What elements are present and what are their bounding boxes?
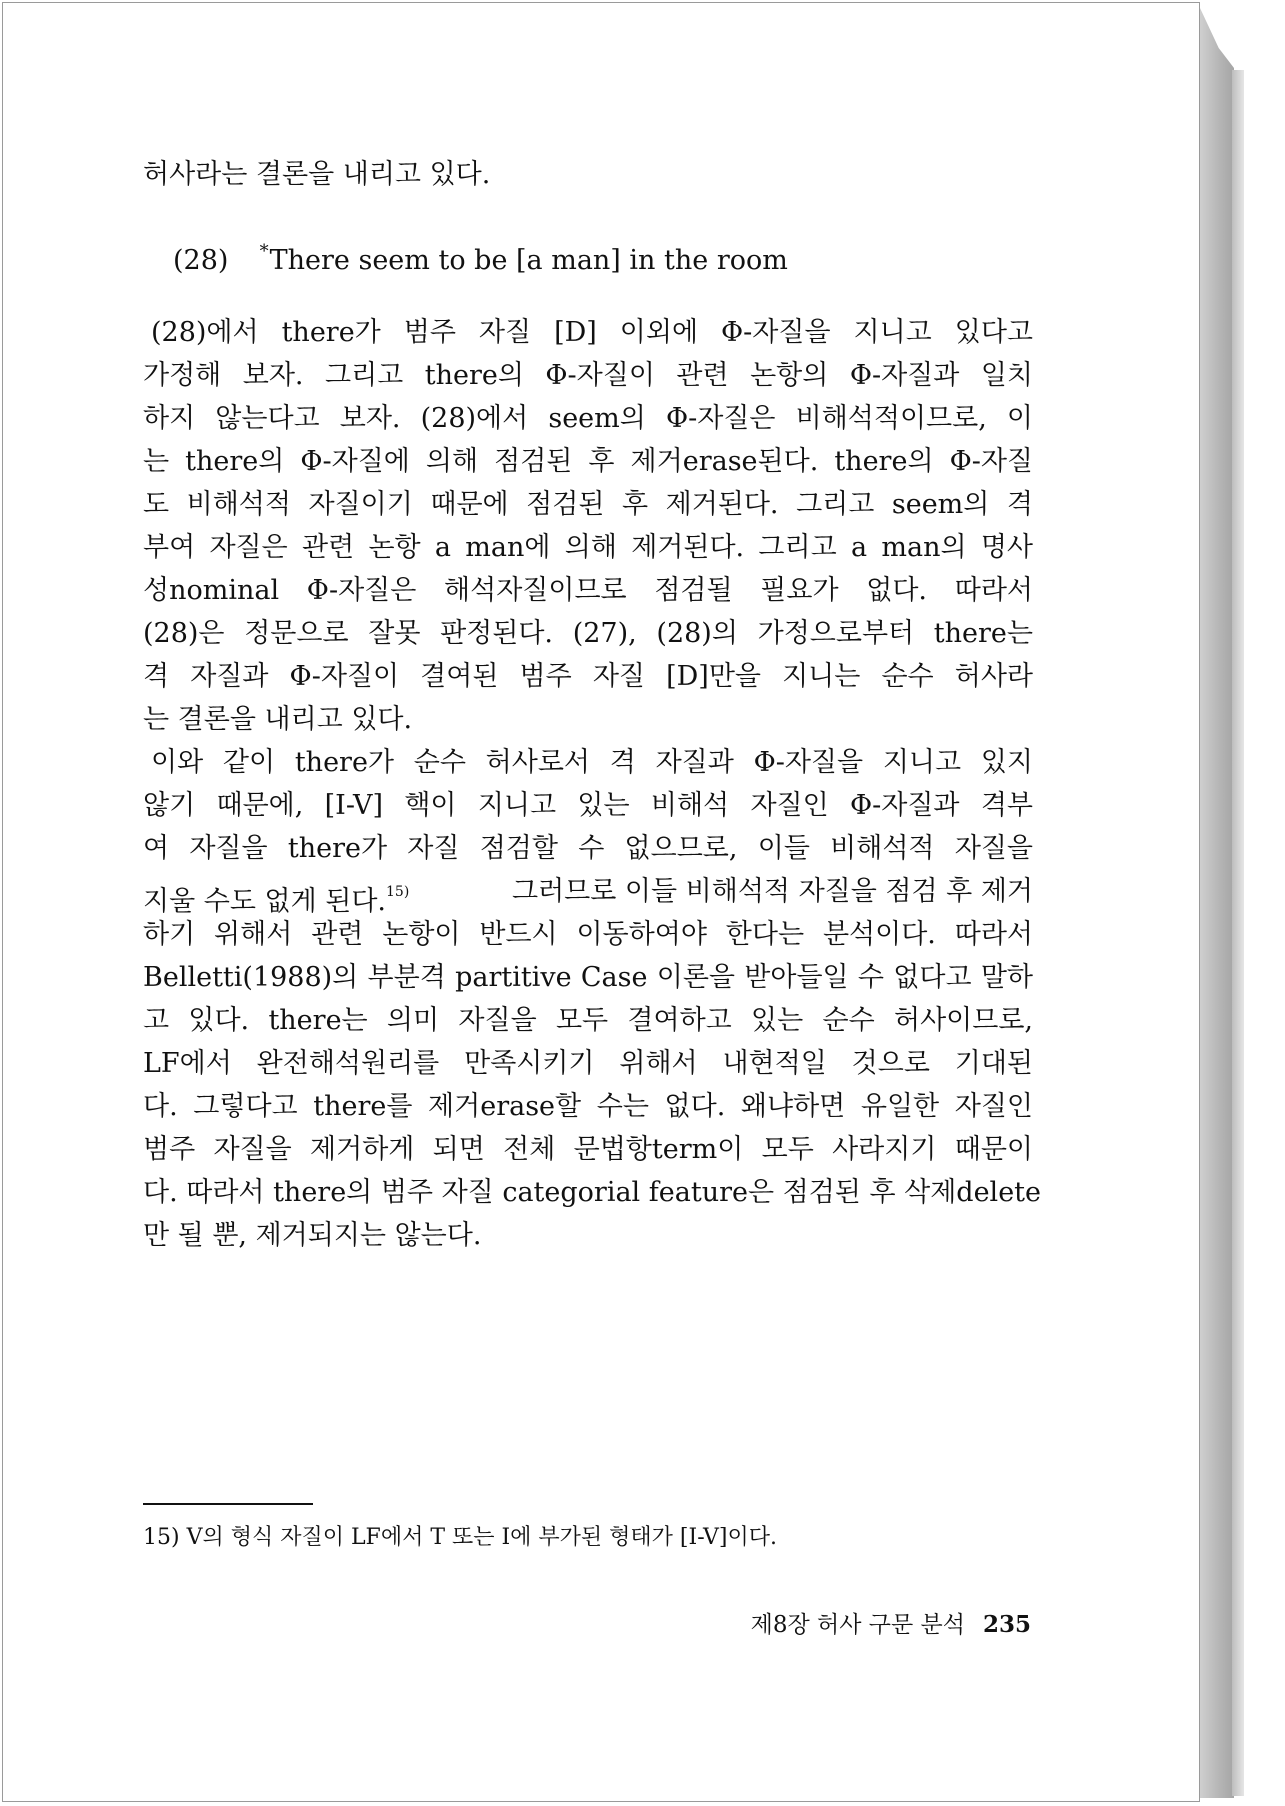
paragraph-line: Belletti(1988)의 부분격 partitive Case 이론을 받아들일 수 없다고 말하 [143, 962, 1033, 993]
paragraph-line: 가정해 보자. 그리고 there의 Φ-자질이 관련 논항의 Φ-자질과 일치 [143, 360, 1033, 391]
running-footer [751, 1607, 1031, 1643]
footnote-reference[interactable]: 15) [386, 884, 410, 900]
paragraph-line: 하지 않는다고 보자. (28)에서 seem의 Φ-자질은 비해석적이므로, 이 [143, 403, 1033, 434]
paragraph-line: (28)에서 there가 범주 자질 [D] 이외에 Φ-자질을 지니고 있다고 [151, 317, 1033, 348]
example-sentence: There seem to be [a man] in the room [269, 245, 788, 276]
paragraph-line: 않기 때문에, [I-V] 핵이 지니고 있는 비해석 자질인 Φ-자질과 격부 [143, 790, 1033, 821]
page-stack-shadow [1232, 70, 1244, 1796]
paragraph-text: 지울 수도 없게 된다. [143, 886, 386, 917]
page-number: 235 [982, 1611, 1031, 1638]
paragraph-line: 이와 같이 there가 순수 허사로서 격 자질과 Φ-자질을 지니고 있지 [151, 747, 1033, 778]
example-number: (28) [173, 245, 229, 276]
paragraph-line: 도 비해석적 자질이기 때문에 점검된 후 제거된다. 그리고 seem의 격 [143, 489, 1033, 520]
paragraph-line: 는 결론을 내리고 있다. [143, 704, 413, 735]
paragraph-text: 그러므로 이들 비해석적 자질을 점검 후 제거 [512, 876, 1033, 907]
paragraph-line: (28)은 정문으로 잘못 판정된다. (27), (28)의 가정으로부터 there는 [143, 618, 1033, 649]
paragraph-line: 고 있다. there는 의미 자질을 모두 결여하고 있는 순수 허사이므로, [143, 1005, 1033, 1036]
paragraph-line: 격 자질과 Φ-자질이 결여된 범주 자질 [D]만을 지니는 순수 허사라 [143, 661, 1033, 692]
paragraph-line: 여 자질을 there가 자질 점검할 수 없으므로, 이들 비해석적 자질을 [143, 833, 1033, 864]
footnote-divider [143, 1503, 313, 1505]
ungrammatical-star: * [259, 241, 269, 262]
paragraph-line: 성nominal Φ-자질은 해석자질이므로 점검될 필요가 없다. 따라서 [143, 575, 1033, 606]
paragraph-line: 다. 그렇다고 there를 제거erase할 수는 없다. 왜냐하면 유일한 자질인 [143, 1091, 1033, 1122]
footnote-15: 15) V의 형식 자질이 LF에서 T 또는 I에 부가된 형태가 [I-V]이다. [143, 1525, 777, 1550]
paragraph-line: 다. 따라서 there의 범주 자질 categorial feature은 점검된 후 삭제delete [143, 1177, 1041, 1208]
paragraph-line: 범주 자질을 제거하게 되면 전체 문법항term이 모두 사라지기 때문이 [143, 1134, 1033, 1165]
paragraph-line: 하기 위해서 관련 논항이 반드시 이동하여야 한다는 분석이다. 따라서 [143, 919, 1033, 950]
paragraph-line: 만 될 뿐, 제거되지는 않는다. [143, 1220, 482, 1251]
paragraph-line: LF에서 완전해석원리를 만족시키기 위해서 내현적일 것으로 기대된 [143, 1048, 1033, 1079]
example-28 [173, 232, 788, 276]
page-stack-edge [1200, 8, 1234, 1798]
paragraph-line: 부여 자질은 관련 논항 a man에 의해 제거된다. 그리고 a man의 명사 [143, 532, 1033, 563]
chapter-title: 제8장 허사 구문 분석 [750, 1612, 965, 1638]
intro-line: 허사라는 결론을 내리고 있다. [143, 159, 491, 190]
paragraph-line: 는 there의 Φ-자질에 의해 점검된 후 제거erase된다. there의 Φ-자질 [143, 446, 1033, 477]
paragraph-line-with-footnote [143, 872, 1033, 917]
